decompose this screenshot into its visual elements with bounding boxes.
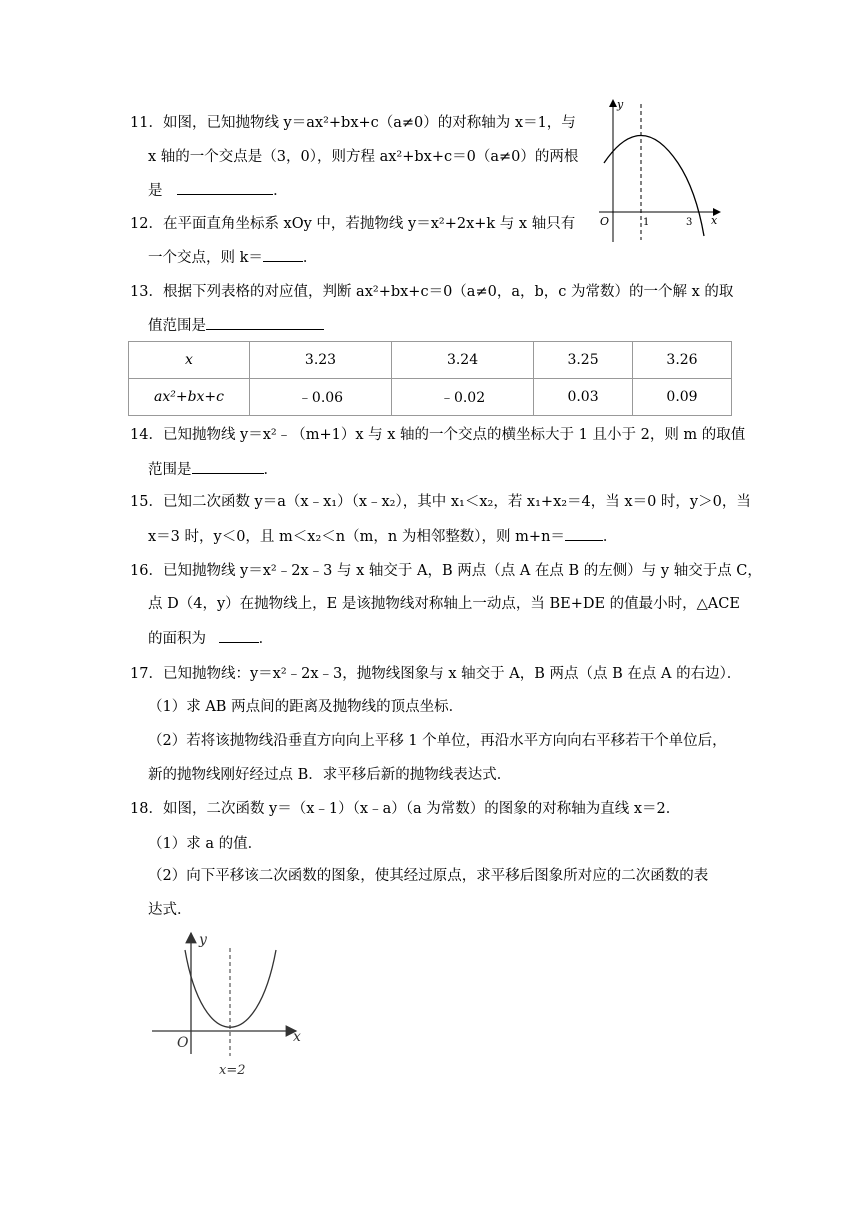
q16-line3 bbox=[148, 628, 273, 649]
table-cell: 0.03 bbox=[534, 379, 633, 416]
q14-line2-suffix: ． bbox=[263, 462, 278, 478]
table-row bbox=[129, 379, 732, 416]
table-cell: ﹣0.02 bbox=[392, 379, 534, 416]
q14-answer-blank bbox=[192, 459, 264, 474]
q18-part1: （1）求 a 的值． bbox=[148, 836, 263, 852]
q11-line3-suffix: ． bbox=[273, 183, 288, 199]
q15-line2 bbox=[148, 526, 617, 547]
y-axis-label: y bbox=[617, 98, 624, 111]
table-row bbox=[129, 342, 732, 379]
q11-line2: x 轴的一个交点是（3，0），则方程 ax²+bx+c＝0（a≠0）的两根 bbox=[148, 149, 579, 165]
q18-part2-line1: （2）向下平移该二次函数的图象，使其经过原点，求平移后图象所对应的二次函数的表 bbox=[148, 868, 709, 884]
q11-line1: 11．如图，已知抛物线 y＝ax²+bx+c（a≠0）的对称轴为 x＝1，与 bbox=[130, 115, 576, 131]
q17-part2-line1: （2）若将该抛物线沿垂直方向向上平移 1 个单位，再沿水平方向向右平移若干个单位后， bbox=[148, 733, 727, 749]
q12-answer-blank bbox=[263, 247, 303, 262]
y-axis-label: y bbox=[199, 932, 207, 948]
q13-line2-prefix: 值范围是 bbox=[148, 318, 206, 334]
q14-line2 bbox=[148, 459, 278, 480]
q14-line2-prefix: 范围是 bbox=[148, 462, 192, 478]
q17-line1: 17．已知抛物线：y＝x²﹣2x﹣3，抛物线图象与 x 轴交于 A，B 两点（点 B 在点 A 的右边）． bbox=[130, 666, 742, 682]
x-axis-label: x bbox=[711, 214, 718, 227]
table-cell: x bbox=[129, 342, 250, 379]
parabola-curve bbox=[185, 950, 276, 1027]
q11-answer-blank bbox=[177, 180, 273, 195]
table-cell: ax²+bx+c bbox=[129, 379, 250, 416]
table-cell: 3.24 bbox=[392, 342, 534, 379]
x-axis-label: x bbox=[293, 1029, 301, 1045]
q13-line2 bbox=[148, 315, 324, 336]
q14-line1: 14．已知抛物线 y＝x²﹣（m+1）x 与 x 轴的一个交点的横坐标大于 1 且小于 2，则 m 的取值 bbox=[130, 427, 746, 443]
table-cell: 3.25 bbox=[534, 342, 633, 379]
origin-label: O bbox=[600, 215, 610, 228]
q17-part1: （1）求 AB 两点间的距离及抛物线的顶点坐标． bbox=[148, 699, 464, 715]
q12-line2-suffix: ． bbox=[302, 250, 318, 266]
parabola-graph-2 bbox=[148, 928, 306, 1080]
table-cell: 3.26 bbox=[633, 342, 732, 379]
q12-line1: 12．在平面直角坐标系 xOy 中，若抛物线 y＝x²+2x+k 与 x 轴只有 bbox=[130, 216, 576, 232]
table-cell: 0.09 bbox=[633, 379, 732, 416]
symmetry-axis-label: x=2 bbox=[219, 1063, 246, 1078]
q11-line3 bbox=[148, 180, 288, 201]
q12-line2-prefix: 一个交点，则 k＝ bbox=[148, 250, 263, 266]
q12-line2 bbox=[148, 247, 317, 268]
q17-part2-line2: 新的抛物线刚好经过点 B．求平移后新的抛物线表达式． bbox=[148, 767, 512, 783]
q15-answer-blank bbox=[565, 526, 603, 541]
parabola-graph-1 bbox=[596, 96, 730, 244]
q16-line3-suffix: ． bbox=[258, 631, 274, 647]
q15-line2-suffix: ． bbox=[602, 529, 618, 545]
tick-label-3: 3 bbox=[686, 217, 693, 228]
table-cell: 3.23 bbox=[250, 342, 392, 379]
value-table bbox=[128, 341, 732, 416]
q18-line1: 18．如图，二次函数 y＝（x﹣1）（x﹣a）（a 为常数）的图象的对称轴为直线 x＝2． bbox=[130, 801, 681, 817]
q16-answer-blank bbox=[219, 628, 259, 643]
q15-line2-prefix: x＝3 时，y＜0，且 m＜x₂＜n（m，n 为相邻整数），则 m+n＝ bbox=[148, 529, 565, 545]
q11-line3-prefix: 是 bbox=[148, 183, 163, 199]
q16-line3-prefix: 的面积为 bbox=[148, 631, 206, 647]
q13-answer-blank bbox=[206, 315, 324, 330]
q16-line2: 点 D（4，y）在抛物线上，E 是该抛物线对称轴上一动点，当 BE+DE 的值最小时，△ACE bbox=[148, 596, 740, 612]
tick-label-1: 1 bbox=[643, 217, 650, 228]
q13-line1: 13．根据下列表格的对应值，判断 ax²+bx+c＝0（a≠0，a，b，c 为常数）的一个解 x 的取 bbox=[130, 284, 734, 300]
q15-line1: 15．已知二次函数 y＝a（x﹣x₁）（x﹣x₂），其中 x₁＜x₂，若 x₁+x₂＝4，当 x＝0 时，y＞0，当 bbox=[130, 494, 751, 510]
q18-part2-line2: 达式． bbox=[148, 902, 192, 918]
table-cell: ﹣0.06 bbox=[250, 379, 392, 416]
origin-label: O bbox=[177, 1035, 189, 1051]
q16-line1: 16．已知抛物线 y＝x²﹣2x﹣3 与 x 轴交于 A，B 两点（点 A 在点 B 的左侧）与 y 轴交于点 C， bbox=[130, 563, 762, 579]
